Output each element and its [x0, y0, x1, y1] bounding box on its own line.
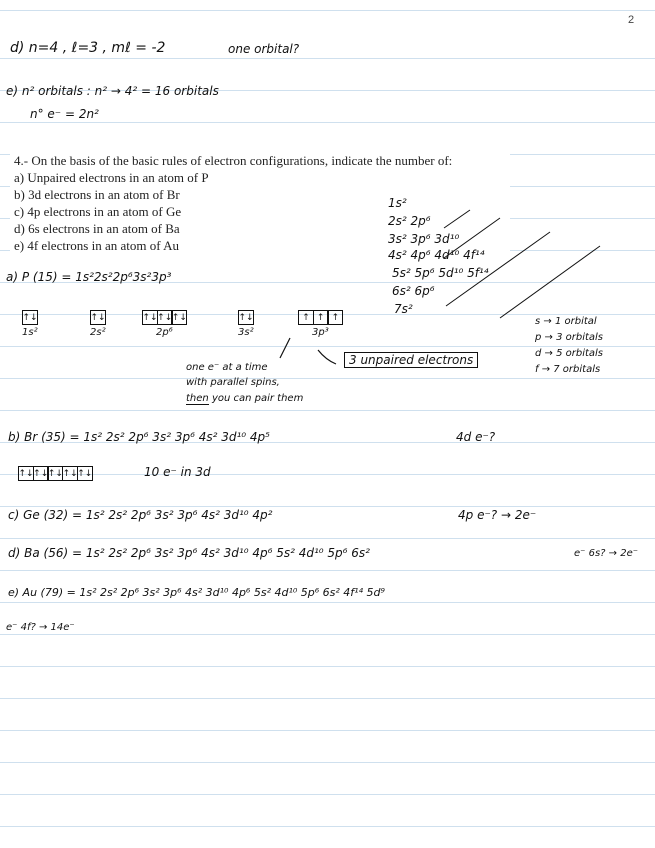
problem-item-c: c) 4p electrons in an atom of Ge [14, 204, 182, 219]
part-d-question: d) n=4 , ℓ=3 , mℓ = -2 [10, 40, 166, 56]
orbital-box: ↑↓ [62, 466, 78, 481]
orbital-box: ↑↓ [171, 310, 187, 325]
orbital-box: ↑↓ [22, 310, 38, 325]
orbital-box: ↑↓ [33, 466, 49, 481]
orbital-box: ↑↓ [18, 466, 34, 481]
problem-item-e: e) 4f electrons in an atom of Au [14, 238, 179, 253]
problem-item-d: d) 6s electrons in an atom of Ba [14, 221, 180, 236]
answer-b-d-boxes [18, 466, 92, 481]
orbital-box: ↑↓ [90, 310, 106, 325]
orbital-box: ↑↓ [157, 310, 173, 325]
box-label-3p: 3p³ [312, 327, 329, 338]
orbital-key-p: p → 3 orbitals [535, 332, 604, 343]
answer-e-config: e) Au (79) = 1s² 2s² 2p⁶ 3s² 3p⁶ 4s² 3d¹⁰ 4p⁶ 5s² 4d¹⁰ 5p⁶ 6s² 4f¹⁴ 5d⁹ [8, 586, 385, 599]
box-group-3p [298, 310, 342, 338]
orbital-box: ↑↓ [47, 466, 63, 481]
answer-a-note-line-3 [186, 393, 303, 404]
aufbau-row-5: 5s² 5p⁶ 5d¹⁰ 5f¹⁴ [392, 266, 489, 280]
orbital-box: ↑ [298, 310, 314, 325]
page-number: 2 [628, 14, 635, 26]
answer-d-side: e⁻ 6s? → 2e⁻ [574, 548, 639, 559]
orbital-key-d: d → 5 orbitals [535, 348, 604, 359]
box-label-2p: 2p⁶ [156, 327, 173, 338]
box-group-2s [90, 310, 106, 338]
annotation-arrows [270, 336, 350, 372]
answer-a-result-box: 3 unpaired electrons [344, 352, 478, 368]
orbital-key-f: f → 7 orbitals [535, 364, 601, 375]
orbital-box: ↑ [313, 310, 329, 325]
answer-a-note-then: then [186, 393, 209, 404]
problem-title: 4.- On the basis of the basic rules of electron configurations, indicate the number of: [14, 153, 453, 168]
answer-c-side: 4p e⁻? → 2e⁻ [458, 508, 537, 522]
aufbau-row-2: 2s² 2p⁶ [388, 214, 431, 228]
answer-a-config: a) P (15) = 1s²2s²2p⁶3s²3p³ [6, 270, 172, 284]
answer-a-note-line-1: one e⁻ at a time [186, 362, 268, 373]
aufbau-row-1: 1s² [388, 196, 407, 210]
box-group-1s [22, 310, 38, 338]
box-label-1s: 1s² [22, 327, 38, 338]
aufbau-row-7: 7s² [394, 302, 413, 316]
answer-a-note-rest: you can pair them [211, 393, 304, 404]
orbital-box: ↑↓ [77, 466, 93, 481]
box-group-2p [142, 310, 186, 338]
aufbau-row-3: 3s² 3p⁶ 3d¹⁰ [388, 232, 460, 246]
part-e-note-line-2: n° e⁻ = 2n² [30, 107, 99, 121]
orbital-key-s: s → 1 orbital [535, 316, 597, 327]
aufbau-row-4: 4s² 4p⁶ 4d¹⁰ 4f¹⁴ [388, 248, 485, 262]
orbital-box: ↑↓ [142, 310, 158, 325]
problem-item-b: b) 3d electrons in an atom of Br [14, 187, 180, 202]
part-d-question-tail: one orbital? [228, 42, 300, 56]
answer-c-config: c) Ge (32) = 1s² 2s² 2p⁶ 3s² 3p⁶ 4s² 3d¹⁰ 4p² [8, 508, 273, 522]
orbital-box: ↑ [327, 310, 343, 325]
box-label-2s: 2s² [90, 327, 106, 338]
answer-b-side: 4d e⁻? [456, 430, 496, 444]
problem-item-a: a) Unpaired electrons in an atom of P [14, 170, 209, 185]
box-label-3s: 3s² [238, 327, 254, 338]
box-group-3s [238, 310, 254, 338]
answer-a-note-line-2: with parallel spins, [186, 377, 280, 388]
answer-b-d-note: 10 e⁻ in 3d [144, 465, 211, 479]
answer-b-config: b) Br (35) = 1s² 2s² 2p⁶ 3s² 3p⁶ 4s² 3d¹⁰ 4p⁵ [8, 430, 270, 444]
answer-d-config: d) Ba (56) = 1s² 2s² 2p⁶ 3s² 3p⁶ 4s² 3d¹⁰ 4p⁶ 5s² 4d¹⁰ 5p⁶ 6s² [8, 546, 370, 560]
answer-e-side: e⁻ 4f? → 14e⁻ [6, 622, 75, 633]
aufbau-row-6: 6s² 6p⁶ [392, 284, 435, 298]
orbital-box: ↑↓ [238, 310, 254, 325]
aufbau-diagonal-arrows [440, 206, 610, 326]
part-e-note-line-1: e) n² orbitals : n² → 4² = 16 orbitals [6, 84, 219, 98]
